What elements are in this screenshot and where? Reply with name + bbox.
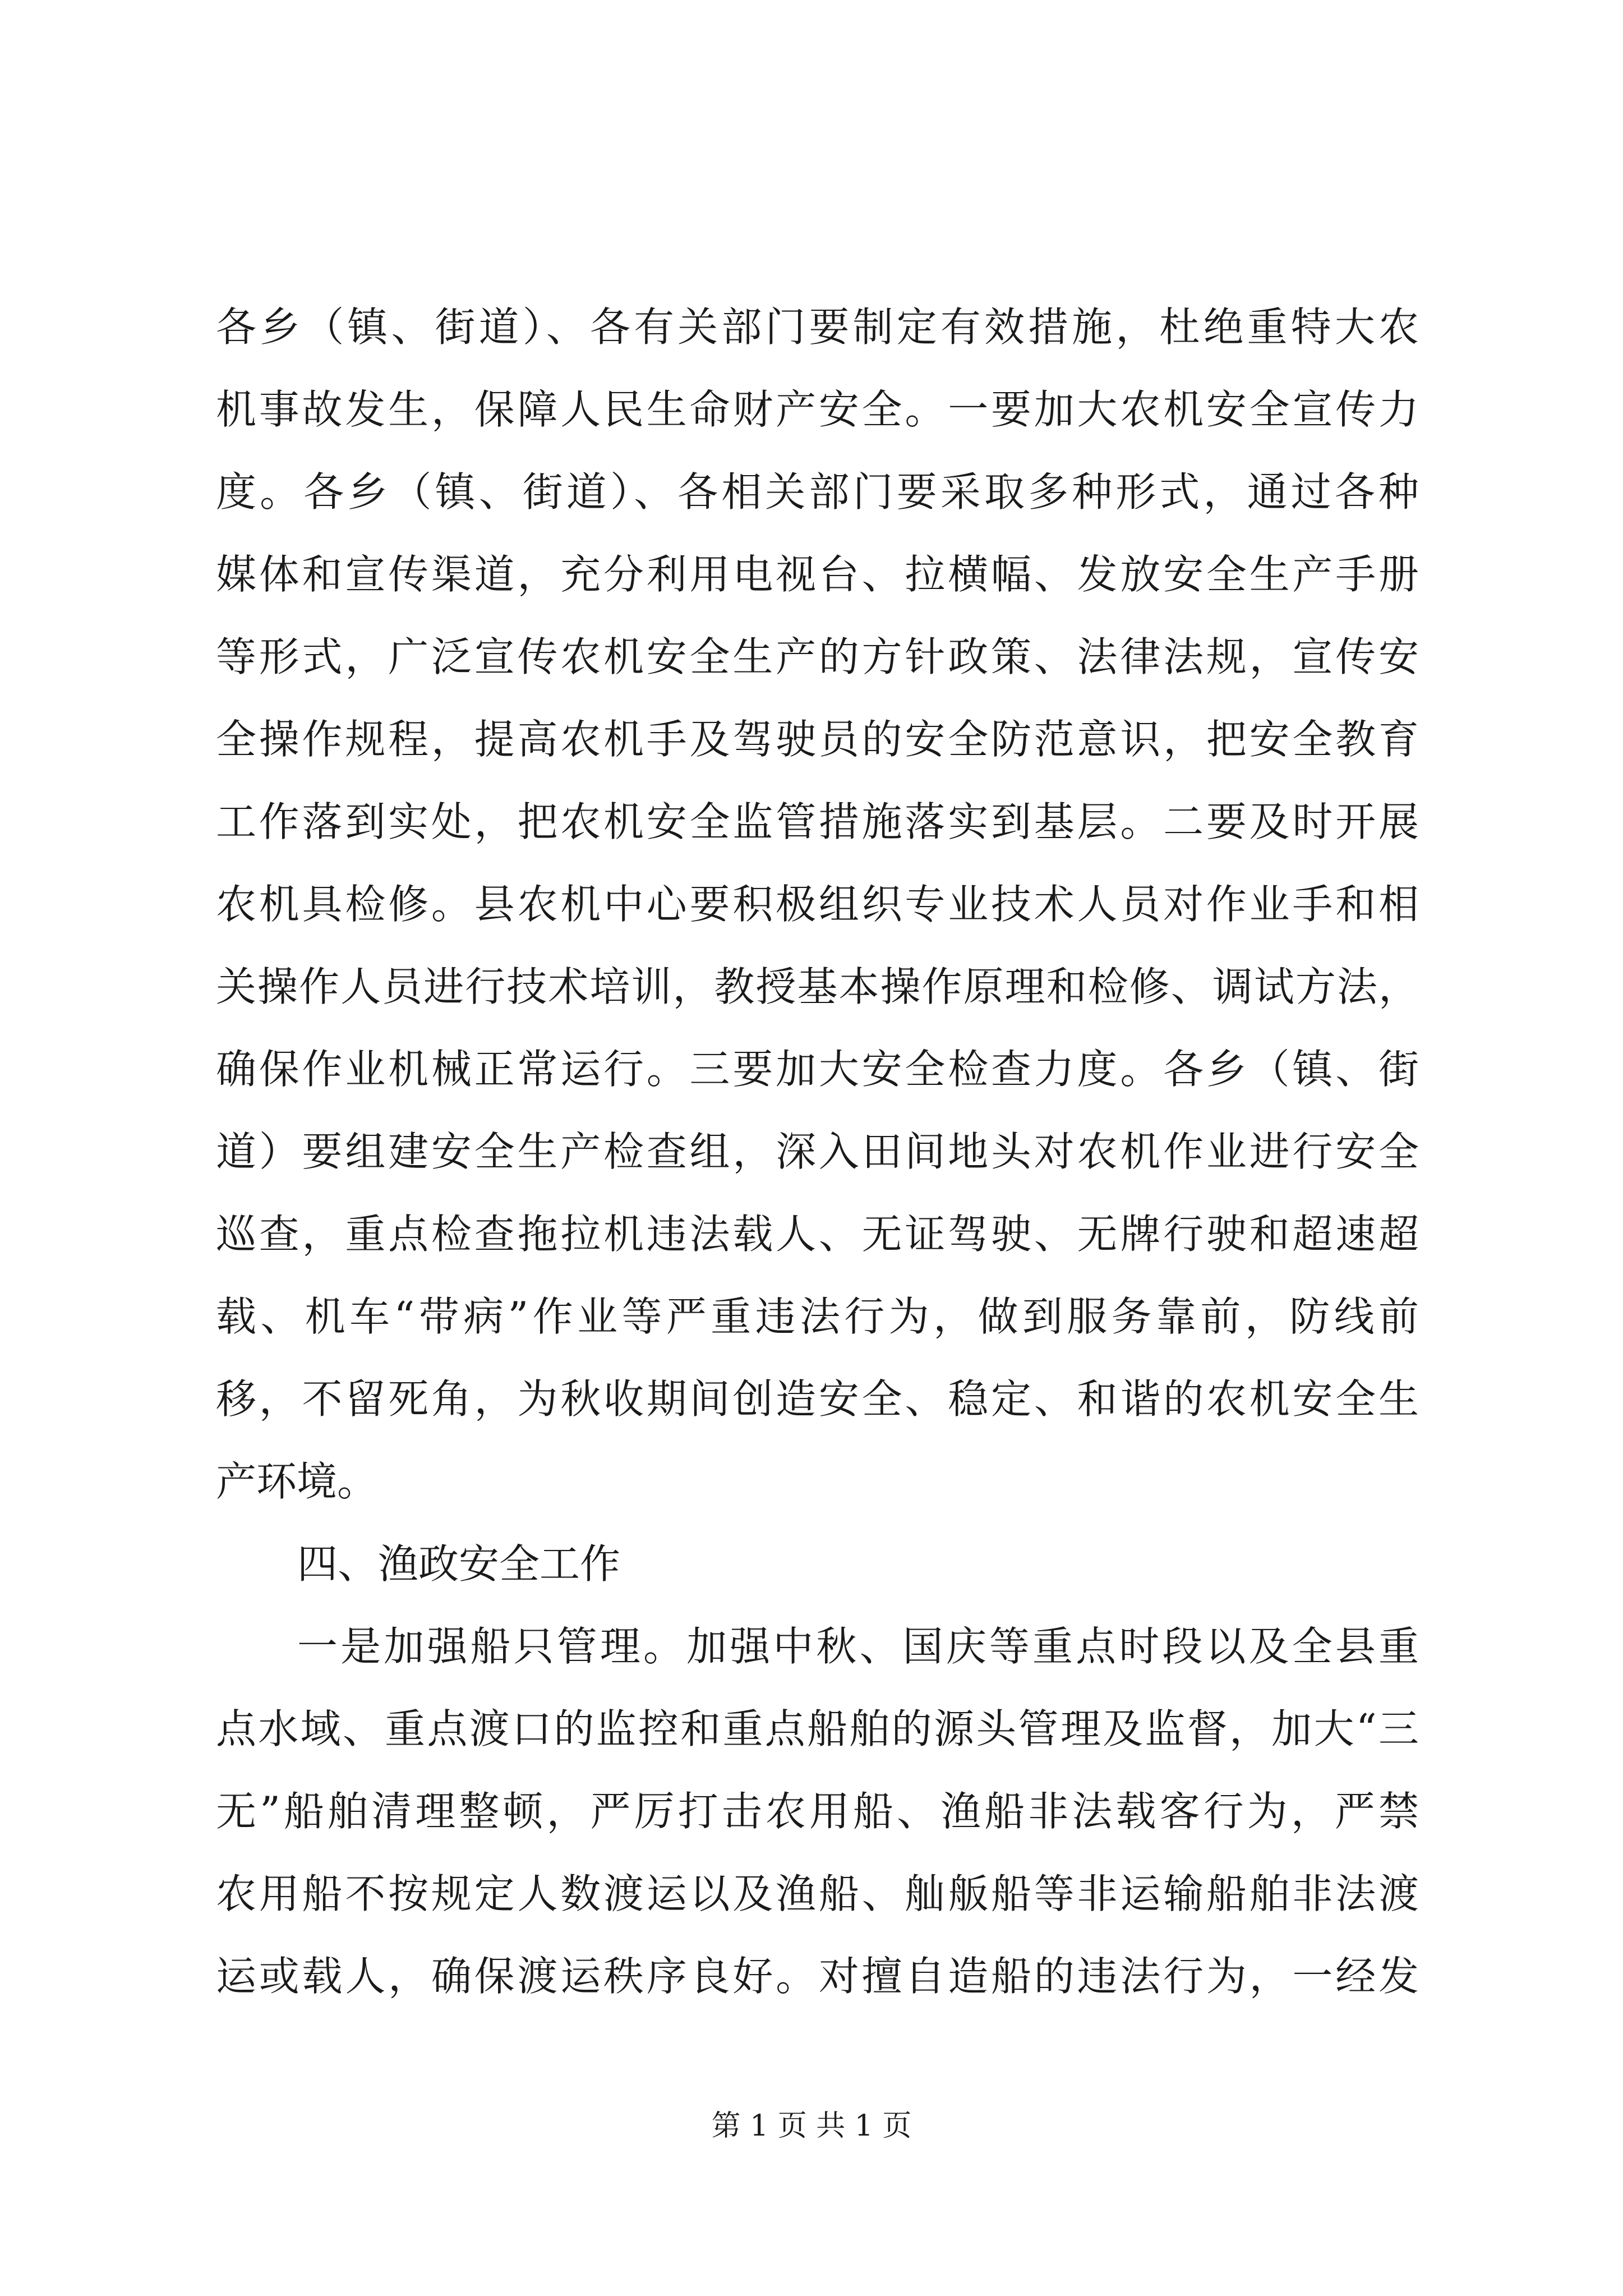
body-text [216,286,1419,2018]
section-heading: 四、渔政安全工作 [297,1540,621,1588]
text-line: 巡查，重点检查拖拉机违法载人、无证驾驶、无牌行驶和超速超 [216,1211,1419,1258]
text-line: 等形式，广泛宣传农机安全生产的方针政策、法律法规，宣传安 [216,633,1419,680]
text-line: 工作落到实处，把农机安全监管措施落实到基层。二要及时开展 [216,798,1419,845]
text-line: 机事故发生，保障人民生命财产安全。一要加大农机安全宣传力 [216,386,1419,433]
text-line: 农机具检修。县农机中心要积极组织专业技术人员对作业手和相 [216,881,1419,928]
page-footer: 第 1 页 共 1 页 [711,2109,912,2143]
text-line: 各乡（镇、街道）、各有关部门要制定有效措施，杜绝重特大农 [216,303,1419,351]
text-line: 点水域、重点渡口的监控和重点船舶的源头管理及监督，加大“三 [216,1705,1419,1752]
text-line: 载、机车“带病”作业等严重违法行为，做到服务靠前，防线前 [216,1293,1419,1340]
text-line: 运或载人，确保渡运秩序良好。对擅自造船的违法行为，一经发 [216,1953,1419,2000]
text-line: 关操作人员进行技术培训，教授基本操作原理和检修、调试方法， [216,963,1419,1010]
text-line: 媒体和宣传渠道，充分利用电视台、拉横幅、发放安全生产手册 [216,551,1419,598]
text-line: 度。各乡（镇、街道）、各相关部门要采取多种形式，通过各种 [216,468,1419,516]
text-line: 产环境。 [216,1458,378,1505]
text-line: 确保作业机械正常运行。三要加大安全检查力度。各乡（镇、街 [216,1046,1419,1093]
text-line: 道）要组建安全生产检查组，深入田间地头对农机作业进行安全 [216,1128,1419,1175]
text-line: 移，不留死角，为秋收期间创造安全、稳定、和谐的农机安全生 [216,1375,1419,1423]
text-line: 无”船舶清理整顿，严厉打击农用船、渔船非法载客行为，严禁 [216,1788,1419,1835]
text-line: 全操作规程，提高农机手及驾驶员的安全防范意识，把安全教育 [216,716,1419,763]
text-line: 农用船不按规定人数渡运以及渔船、舢舨船等非运输船舶非法渡 [216,1870,1419,1917]
paragraph-first-line: 一是加强船只管理。加强中秋、国庆等重点时段以及全县重 [297,1623,1419,1670]
